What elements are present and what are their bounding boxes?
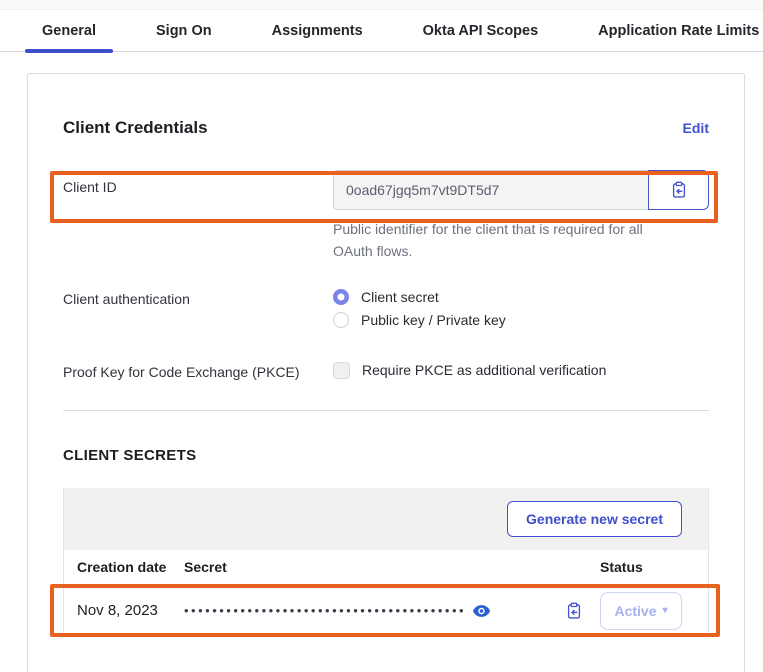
- pkce-checkbox-label: Require PKCE as additional verification: [362, 362, 607, 379]
- chevron-down-icon: ▾: [662, 605, 668, 617]
- copy-client-id-button[interactable]: [648, 170, 709, 210]
- pkce-checkbox[interactable]: [333, 362, 709, 379]
- client-secrets-table: [63, 488, 709, 636]
- secrets-table-header: [64, 550, 708, 586]
- reveal-secret-button[interactable]: [472, 604, 491, 618]
- tab-sign-on[interactable]: Sign On: [156, 22, 212, 39]
- generate-new-secret-button[interactable]: Generate new secret: [507, 501, 682, 537]
- client-authentication-row: [63, 289, 709, 335]
- tab-assignments[interactable]: Assignments: [271, 22, 363, 39]
- client-id-row: [63, 170, 709, 263]
- edit-link[interactable]: Edit: [682, 120, 709, 136]
- client-id-input-group: [333, 170, 709, 210]
- eye-icon: [472, 604, 491, 618]
- section-title: Client Credentials: [63, 118, 208, 137]
- radio-public-private-key[interactable]: [333, 312, 709, 328]
- section-divider: [63, 410, 709, 411]
- radio-client-secret-label: Client secret: [361, 288, 439, 305]
- header-secret: Secret: [184, 559, 227, 576]
- tab-okta-api-scopes[interactable]: Okta API Scopes: [422, 22, 539, 39]
- checkbox-unchecked-icon: [333, 362, 350, 379]
- status-dropdown-button[interactable]: [600, 592, 682, 630]
- secrets-table-toolbar: [64, 488, 708, 550]
- client-authentication-label: Client authentication: [63, 290, 190, 307]
- page-top-strip: [0, 0, 763, 10]
- masked-secret-value: ••••••••••••••••••••••••••••••••••••••••: [184, 603, 467, 619]
- tab-bar: [0, 10, 763, 52]
- client-id-help-text: Public identifier for the client that is required for all OAuth flows.: [333, 221, 643, 260]
- pkce-row: [63, 362, 709, 386]
- header-status: Status: [600, 559, 643, 576]
- client-id-input[interactable]: [333, 170, 649, 210]
- status-label: Active: [614, 602, 657, 619]
- tab-general[interactable]: General: [25, 10, 113, 52]
- radio-public-private-key-label: Public key / Private key: [361, 311, 506, 328]
- copy-secret-button[interactable]: [565, 602, 583, 620]
- radio-client-secret[interactable]: [333, 289, 709, 305]
- client-credentials-card: [27, 73, 745, 672]
- header-creation-date: Creation date: [77, 559, 167, 576]
- radio-selected-icon: [333, 289, 349, 305]
- radio-unselected-icon: [333, 312, 349, 328]
- client-secrets-title: CLIENT SECRETS: [63, 446, 197, 464]
- client-id-label: Client ID: [63, 179, 117, 195]
- clipboard-copy-icon: [565, 602, 583, 620]
- clipboard-copy-icon: [670, 181, 688, 199]
- client-credentials-header: [63, 118, 709, 138]
- pkce-label: Proof Key for Code Exchange (PKCE): [63, 363, 300, 380]
- tab-application-rate-limits[interactable]: Application Rate Limits: [598, 22, 760, 39]
- secret-creation-date: Nov 8, 2023: [77, 602, 158, 620]
- secret-table-row: [64, 586, 708, 636]
